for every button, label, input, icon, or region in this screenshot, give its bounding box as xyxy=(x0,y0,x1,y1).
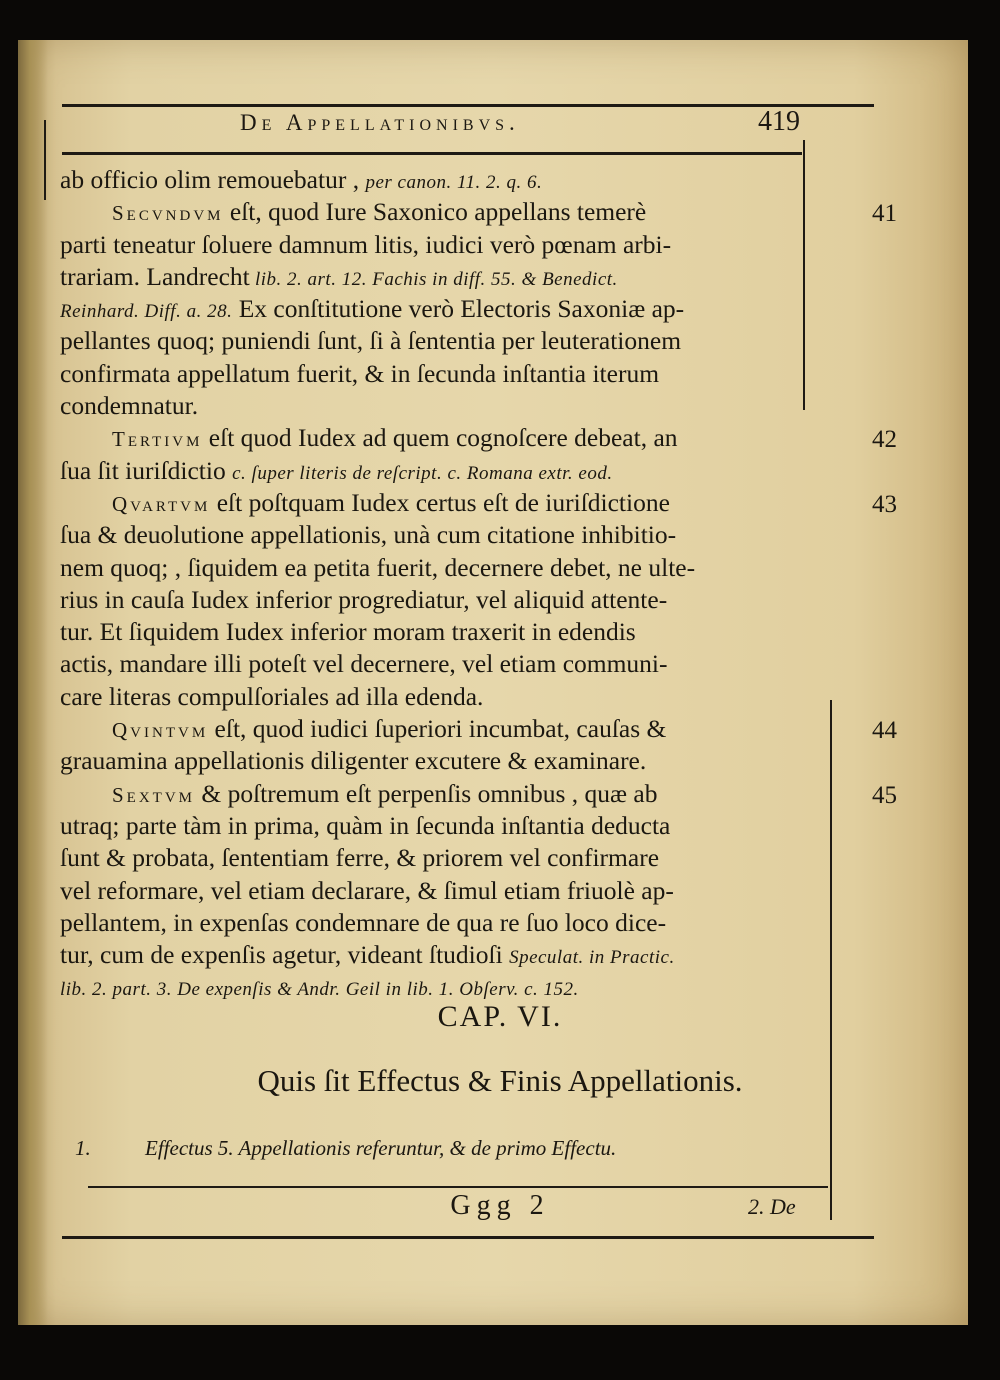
text-line xyxy=(60,648,800,680)
signature-mark: Ggg 2 xyxy=(450,1190,550,1221)
citation: lib. 2. part. 3. De expenſis & Andr. Geil in lib. 1. Obſerv. c. 152. xyxy=(60,979,579,1001)
right-frame-line xyxy=(803,140,805,410)
section-word: Tertivm xyxy=(112,427,203,452)
text-run: utraq; parte tàm in prima, quàm in ſecunda inſtantia deducta xyxy=(60,810,671,840)
text-run: tur, cum de expenſis agetur, videant ſtudioſi xyxy=(60,940,510,970)
text-run: grauamina appellationis diligenter excutere & examinare. xyxy=(60,746,647,776)
citation: lib. 2. art. 12. Fachis in diff. 55. & Benedict. xyxy=(249,268,618,290)
text-line xyxy=(60,713,800,745)
running-header xyxy=(240,106,800,144)
text-line xyxy=(60,939,800,971)
text-run: confirmata appellatum fuerit, & in ſecunda inſtantia iterum xyxy=(60,358,660,388)
text-line xyxy=(60,487,800,519)
page-number: 419 xyxy=(758,106,800,137)
text-line xyxy=(60,971,800,1003)
margin-number: 41 xyxy=(872,200,897,228)
text-run: eſt, quod Iure Saxonico appellans temerè xyxy=(223,197,647,227)
text-line xyxy=(60,875,800,907)
margin-number: 43 xyxy=(872,491,897,518)
text-run: care literas compulſoriales ad illa edenda. xyxy=(60,681,484,711)
text-line xyxy=(60,552,800,584)
catchword: 2. De xyxy=(748,1194,796,1219)
text-line xyxy=(60,229,800,261)
text-run: tur. Et ſiquidem Iudex inferior moram traxerit in edendis xyxy=(60,617,636,647)
text-line xyxy=(60,584,800,616)
text-line xyxy=(60,196,800,228)
text-line xyxy=(60,358,800,390)
chapter-summary xyxy=(75,1136,815,1161)
margin-number: 45 xyxy=(872,781,897,809)
text-run: eſt, quod iudici ſuperiori incumbat, cauſas & xyxy=(208,714,667,744)
citation: Speculat. in Practic. xyxy=(509,947,675,969)
text-run: condemnatur. xyxy=(60,391,199,421)
text-line xyxy=(60,519,800,551)
margin-number: 44 xyxy=(872,717,897,745)
footer-rule xyxy=(88,1186,828,1188)
header-rule xyxy=(62,152,802,155)
text-line xyxy=(60,293,800,325)
text-line xyxy=(60,390,800,422)
running-title: De Appellationibvs. xyxy=(240,110,520,135)
section-word: Sextvm xyxy=(112,782,196,807)
text-run: pellantes quoq; puniendi ſunt, ſi à ſententia per leuterationem xyxy=(60,326,682,356)
text-run: parti teneatur ſoluere damnum litis, iudici verò pœnam arbi- xyxy=(60,229,672,259)
text-run: trariam. xyxy=(60,261,147,291)
text-line xyxy=(60,325,800,357)
section-word: Qvintvm xyxy=(112,718,209,743)
text-run: actis, mandare illi poteſt vel decernere, vel etiam communi- xyxy=(60,649,668,679)
text-run: Ex conſtitutione verò Electoris Saxoniæ ap- xyxy=(232,294,685,324)
right-frame-line-lower xyxy=(830,700,832,1220)
text-run: pellantem, in expenſas condemnare de qua re ſuo loco dice- xyxy=(60,907,667,937)
chapter-subtitle: Quis ſit Effectus & Finis Appellationis. xyxy=(257,1063,743,1098)
left-frame-line xyxy=(44,120,46,200)
text-run: eſt quod Iudex ad quem cognoſcere debeat, an xyxy=(202,423,678,453)
text-run: ſunt & probata, ſententiam ferre, & priorem vel confirmare xyxy=(60,843,660,873)
text-line xyxy=(60,745,800,777)
text-run: rius in cauſa Iudex inferior progrediatur, vel aliquid attente- xyxy=(60,584,668,614)
text-run: ſua ſit iuriſdictio xyxy=(60,455,233,485)
text-run: & poſtremum eſt perpenſis omnibus , quæ ab xyxy=(195,778,658,808)
citation: per canon. 11. 2. q. 6. xyxy=(365,172,543,193)
text-line xyxy=(60,261,800,293)
chapter-title: CAP. VI. xyxy=(437,1000,563,1033)
section-word: Qvartvm xyxy=(112,491,211,516)
summary-number: 1. xyxy=(75,1136,91,1160)
text-line xyxy=(60,842,800,874)
summary-text: Effectus 5. Appellationis referuntur, & de primo Effectu. xyxy=(145,1136,617,1160)
margin-number: 42 xyxy=(872,426,897,454)
citation: c. ſuper literis de reſcript. c. Romana extr. eod. xyxy=(232,462,613,484)
text-line xyxy=(60,778,800,810)
main-text xyxy=(60,164,897,1004)
text-run: vel reformare, vel etiam declarare, & ſimul etiam friuolè ap- xyxy=(60,875,674,905)
text-line xyxy=(60,681,800,713)
top-rule xyxy=(62,104,874,107)
text-line xyxy=(60,810,800,842)
page-gutter xyxy=(18,40,48,1325)
text-line xyxy=(60,616,800,648)
text-run: ab officio olim remouebatur , xyxy=(60,165,366,194)
margin-numbers xyxy=(872,164,932,1004)
text-line xyxy=(60,164,800,196)
citation: Reinhard. Diff. a. 28. xyxy=(60,301,233,323)
text-line xyxy=(60,907,800,939)
text-run: nem quoq; , ſiquidem ea petita fuerit, decernere debet, ne ulte- xyxy=(60,552,696,582)
bottom-rule xyxy=(62,1236,874,1239)
text-run: Landrecht xyxy=(146,261,250,291)
text-run: ſua & deuolutione appellationis, unà cum citatione inhibitio- xyxy=(60,520,677,550)
text-line xyxy=(60,422,800,454)
text-run: eſt poſtquam Iudex certus eſt de iuriſdictione xyxy=(210,487,670,517)
section-word: Secvndvm xyxy=(112,201,224,226)
text-line xyxy=(60,455,800,487)
